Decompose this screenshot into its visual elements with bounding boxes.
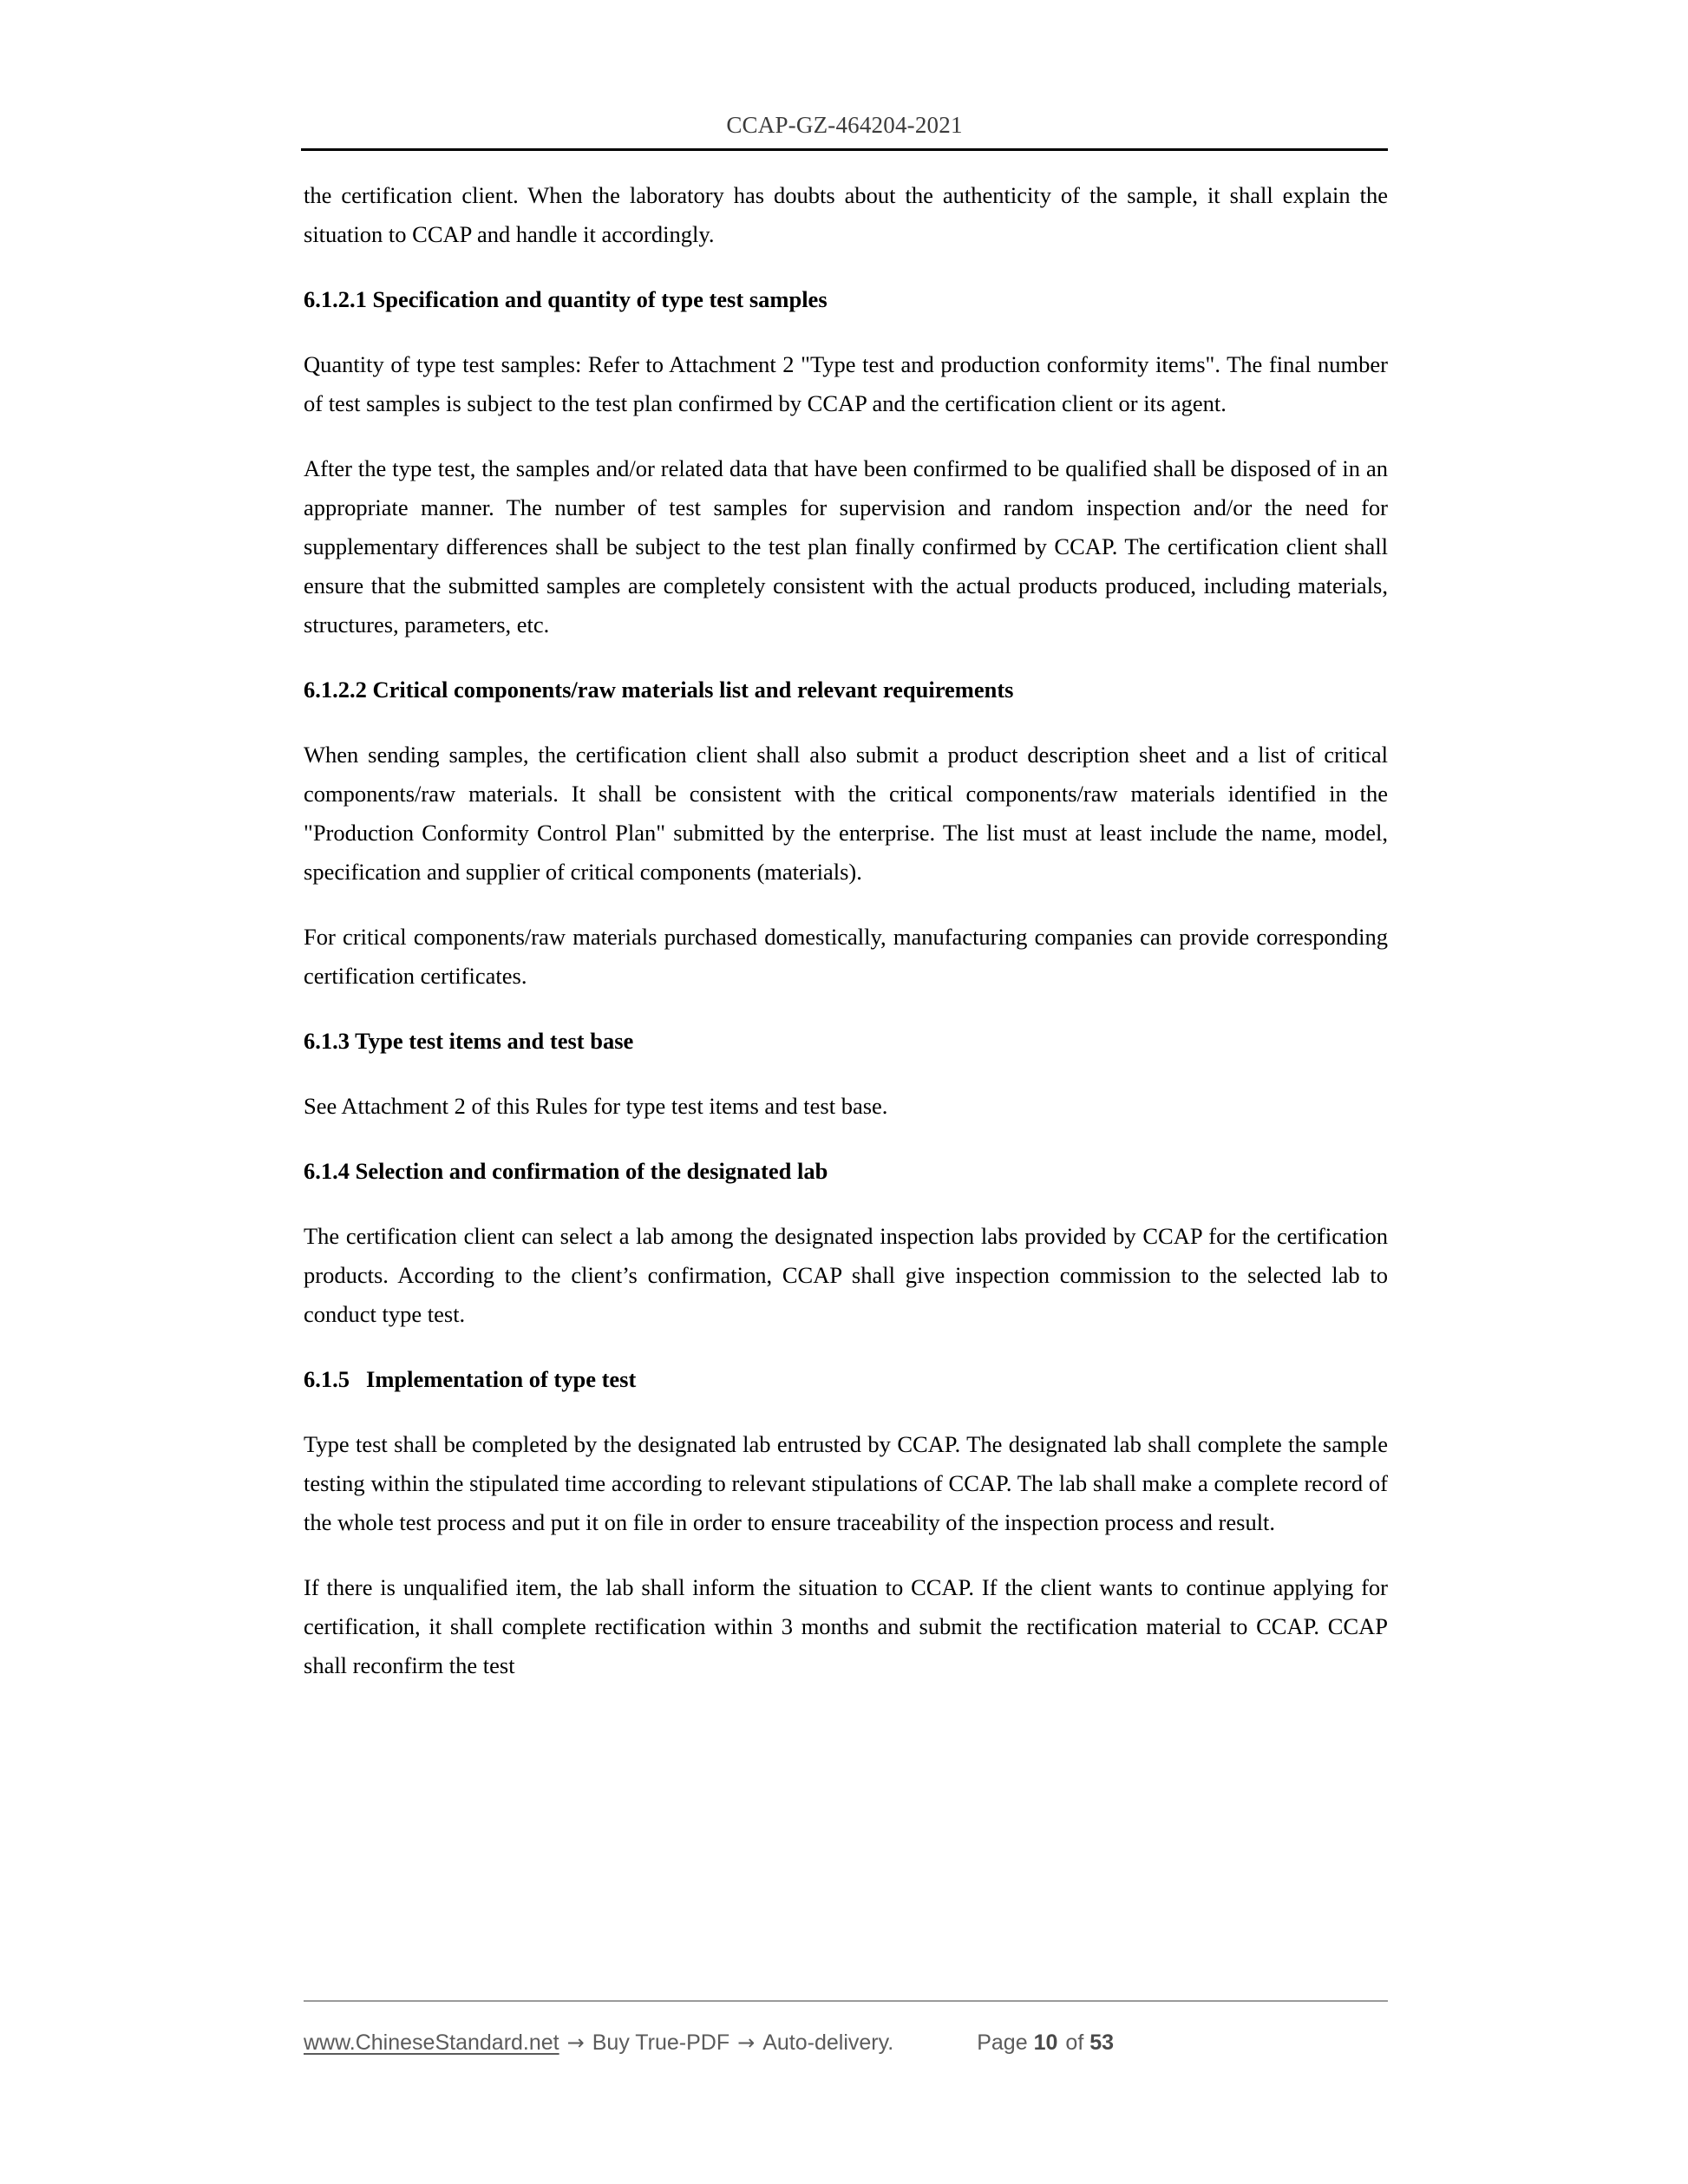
current-page-number: 10: [1033, 2030, 1058, 2055]
section-title: Specification and quantity of type test samples: [372, 286, 828, 312]
section-heading-6-1-3: [304, 1022, 1388, 1061]
page-header: [301, 113, 1388, 151]
body-paragraph: Type test shall be completed by the designated lab entrusted by CCAP. The designated lab shall complete the sample testing within the stipulated time according to relevant stipulations of CCAP. The lab shall make a complete record of the whole test process and put it on file in order to ensure traceability of the inspection process and result.: [304, 1431, 1388, 1535]
section-heading-6-1-2-1: [304, 280, 1388, 319]
document-body: [304, 176, 1388, 1685]
header-divider: [301, 148, 1388, 151]
section-number: 6.1.2.2: [304, 677, 367, 703]
heading-spacer: [367, 677, 373, 703]
arrow-right-icon: →: [566, 2030, 585, 2055]
footer-promo: [304, 2030, 893, 2056]
body-paragraph: After the type test, the samples and/or related data that have been confirmed to be qualified shall be disposed of in an appropriate manner. The number of test samples for supervision and random inspection and/or the need for supplementary differences shall be subject to the test plan finally confirmed by CCAP. The certification client shall ensure that the submitted samples are completely consistent with the actual products produced, including materials, structures, parameters, etc.: [304, 455, 1388, 638]
section-number: 6.1.2.1: [304, 286, 367, 312]
section-title: Selection and confirmation of the designated lab: [355, 1158, 828, 1184]
body-paragraph: If there is unqualified item, the lab shall inform the situation to CCAP. If the client wants to continue applying for certification, it shall complete rectification within 3 months and submit the rectification material to CCAP. CCAP shall reconfirm the test: [304, 1574, 1388, 1678]
body-paragraph: The certification client can select a lab among the designated inspection labs provided by CCAP for the certification products. According to the client’s confirmation, CCAP shall give inspection commission to the selected lab to conduct type test.: [304, 1223, 1388, 1327]
section-title: Implementation of type test: [366, 1366, 637, 1392]
section-heading-6-1-4: [304, 1152, 1388, 1191]
body-paragraph: When sending samples, the certification client shall also submit a product description sheet and a list of critical components/raw materials. It shall be consistent with the critical components/raw materials identified in the "Production Conformity Control Plan" submitted by the enterprise. The list must at least include the name, model, specification and supplier of critical components (materials).: [304, 742, 1388, 885]
total-page-count: 53: [1089, 2030, 1115, 2055]
heading-spacer: [350, 1158, 356, 1184]
footer-offer-label: Buy True-PDF: [592, 2030, 730, 2055]
section-title: Critical components/raw materials list and relevant requirements: [372, 677, 1014, 703]
footer-row: [304, 2030, 1388, 2056]
page-footer: [304, 2000, 1388, 2056]
body-paragraph: the certification client. When the laboratory has doubts about the authenticity of the sample, it shall explain the situation to CCAP and handle it accordingly.: [304, 182, 1388, 247]
of-label: of: [1065, 2030, 1084, 2055]
website-link[interactable]: www.ChineseStandard.net: [304, 2030, 559, 2055]
section-heading-6-1-2-2: [304, 670, 1388, 709]
document-code-header: CCAP-GZ-464204-2021: [726, 112, 963, 138]
footer-delivery-label: Auto-delivery.: [762, 2030, 894, 2055]
body-paragraph: See Attachment 2 of this Rules for type test items and test base.: [304, 1093, 888, 1119]
footer-divider: [304, 2000, 1388, 2002]
section-number: 6.1.5: [304, 1366, 350, 1392]
section-number: 6.1.3: [304, 1028, 350, 1054]
page-label: Page: [977, 2030, 1028, 2055]
page-indicator: [977, 2030, 1120, 2056]
section-title: Type test items and test base: [355, 1028, 634, 1054]
heading-spacer: [367, 286, 373, 312]
body-paragraph: For critical components/raw materials purchased domestically, manufacturing companies can provide corresponding certification certificates.: [304, 924, 1388, 989]
arrow-right-icon-2: →: [737, 2030, 756, 2055]
section-heading-6-1-5: [304, 1360, 1388, 1399]
section-number: 6.1.4: [304, 1158, 350, 1184]
body-paragraph: Quantity of type test samples: Refer to Attachment 2 "Type test and production conformity items". The final number of test samples is subject to the test plan confirmed by CCAP and the certification client or its agent.: [304, 351, 1388, 416]
